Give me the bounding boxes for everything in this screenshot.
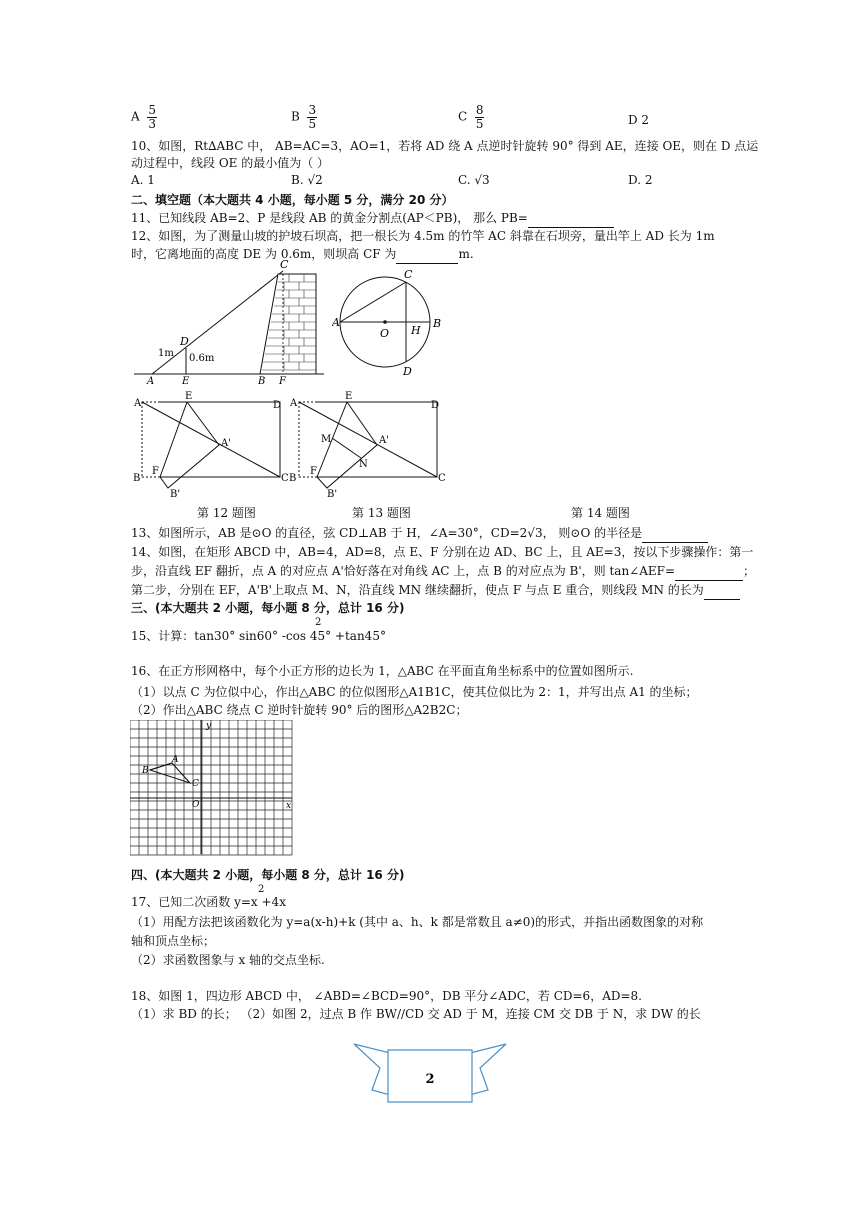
q15-exponent: 2 — [315, 617, 322, 628]
q9-option-a: A $\frac{5}{3}$ — [131, 103, 156, 131]
q9-option-d: D 2 — [628, 113, 650, 127]
figure-13 — [332, 270, 447, 380]
label-b: B — [289, 473, 297, 484]
q16-line2: （1）以点 C 为位似中心，作出△ABC 的位似图形△A1B1C，使其位似比为 2：1，并写出点 A1 的坐标； — [131, 685, 698, 699]
label-a: A — [172, 755, 179, 765]
q17-line3: 轴和顶点坐标； — [131, 934, 216, 948]
label-height: 0.6m — [189, 353, 215, 364]
label-c: C — [280, 258, 289, 271]
q13: 13、如图所示，AB 是⊙O 的直径，弦 CD⊥AB 于 H，∠A=30°，CD=2√3， 则⊙O 的半径是 — [131, 524, 708, 543]
q14-line3: 第二步，分别在 EF，A'B'上取点 M、N，沿直线 MN 继续翻折，使点 F 与点 E 重合，则线段 MN 的长为 — [131, 581, 740, 600]
label-f: F — [279, 376, 286, 386]
label-b: B — [133, 473, 141, 484]
label-b: B — [142, 766, 149, 776]
label-c: C — [192, 779, 199, 789]
page-number-ribbon — [350, 1038, 510, 1110]
label-b: B — [433, 317, 442, 330]
label-a: A — [332, 316, 340, 329]
label-y-axis: y — [206, 721, 212, 731]
caption-12: 第 12 题图 — [197, 506, 256, 520]
caption-14: 第 14 题图 — [571, 506, 630, 520]
figure-12 — [134, 256, 334, 386]
label-length: 1m — [158, 348, 174, 359]
label-m: M — [321, 434, 332, 445]
label-e: E — [182, 376, 190, 386]
page-number: 2 — [425, 1072, 435, 1087]
q14-line2: 步，沿直线 EF 翻折，点 A 的对应点 A'恰好落在对角线 AC 上，点 B 的对应点为 B'，则 tan∠AEF= ； — [131, 562, 755, 581]
q10-line1: 10、如图，Rt∆ABC 中， AB=AC=3，AO=1，若将 AD 绕 A 点逆时针旋转 90° 得到 AE，连接 OE，则在 D 点运 — [131, 139, 759, 153]
label-f: F — [310, 466, 317, 477]
label-a-prime: A' — [379, 435, 389, 446]
q17-line4: （2）求函数图象与 x 轴的交点坐标. — [131, 953, 325, 967]
q16-line3: （2）作出△ABC 绕点 C 逆时针旋转 90° 后的图形△A2B2C； — [131, 703, 468, 717]
label-o: O — [380, 327, 390, 340]
q15: 15、计算：tan30° sin60° -cos 45° +tan45° — [131, 629, 386, 643]
label-e: E — [345, 391, 353, 402]
q11: 11、已知线段 AB=2、P 是线段 AB 的黄金分割点(AP＜PB)， 那么 PB= — [131, 209, 614, 228]
label-f: F — [152, 466, 159, 477]
q10-line2: 动过程中，线段 OE 的最小值为（ ） — [131, 156, 330, 170]
q18-line2: （1）求 BD 的长； （2）如图 2，过点 B 作 BW//CD 交 AD 于 M，连接 CM 交 DB 于 N，求 DW 的长 — [131, 1007, 701, 1021]
caption-13: 第 13 题图 — [352, 506, 411, 520]
label-d: D — [403, 365, 412, 378]
label-d: D — [431, 400, 440, 411]
q17-line2: （1）用配方法把该函数化为 y=a(x-h)+k (其中 a、h、k 都是常数且 a≠0)的形式，并指出函数图象的对称 — [131, 915, 704, 929]
label-b-prime: B' — [170, 489, 181, 500]
figure-16-grid — [130, 720, 300, 860]
figure-14a — [130, 390, 290, 500]
label-h: H — [411, 324, 421, 337]
figure-14b — [285, 390, 450, 500]
label-a: A — [290, 398, 298, 409]
label-c: C — [404, 270, 413, 281]
label-e: E — [185, 391, 193, 402]
label-x-axis: x — [286, 801, 292, 811]
q17-line1: 17、已知二次函数 y=x +4x — [131, 895, 286, 909]
q17-exponent: 2 — [258, 884, 265, 895]
label-b-prime: B' — [327, 489, 338, 500]
q9-option-c: C $\frac{8}{5}$ — [458, 103, 484, 131]
q18-line1: 18、如图 1，四边形 ABCD 中， ∠ABD=∠BCD=90°，DB 平分∠ADC，若 CD=6，AD=8. — [131, 989, 642, 1003]
section-4-heading: 四、(本大题共 2 小题，每小题 8 分，总计 16 分) — [131, 868, 405, 882]
label-d: D — [180, 335, 189, 348]
q10-option-d: D. 2 — [628, 173, 653, 187]
label-a-prime: A' — [221, 438, 231, 449]
q9-option-b: B $\frac{3}{5}$ — [291, 103, 317, 131]
q10-option-c: C. √3 — [458, 173, 490, 187]
q10-option-a: A. 1 — [131, 173, 155, 187]
q14-line1: 14、如图，在矩形 ABCD 中，AB=4，AD=8，点 E、F 分别在边 AD、BC 上，且 AE=3，按以下步骤操作：第一 — [131, 545, 754, 559]
q12-line1: 12、如图，为了测量山坡的护坡石坝高，把一根长为 4.5m 的竹竿 AC 斜靠在石坝旁，量出竿上 AD 长为 1m — [131, 229, 715, 243]
q12-line2: 时，它离地面的高度 DE 为 0.6m，则坝高 CF 为 m. — [131, 245, 474, 264]
section-3-heading: 三、(本大题共 2 小题，每小题 8 分，总计 16 分) — [131, 601, 405, 615]
label-a: A — [134, 398, 142, 409]
section-2-heading: 二、填空题（本大题共 4 小题，每小题 5 分，满分 20 分） — [131, 193, 454, 207]
label-n: N — [359, 459, 368, 470]
label-o: O — [192, 800, 200, 810]
q16-line1: 16、在正方形网格中，每个小正方形的边长为 1，△ABC 在平面直角坐标系中的位置如图所示. — [131, 664, 634, 678]
q10-option-b: B. √2 — [291, 173, 323, 187]
label-c: C — [281, 473, 289, 484]
label-c: C — [438, 473, 446, 484]
label-d: D — [273, 400, 282, 411]
label-b: B — [258, 376, 266, 386]
label-a: A — [147, 376, 155, 386]
